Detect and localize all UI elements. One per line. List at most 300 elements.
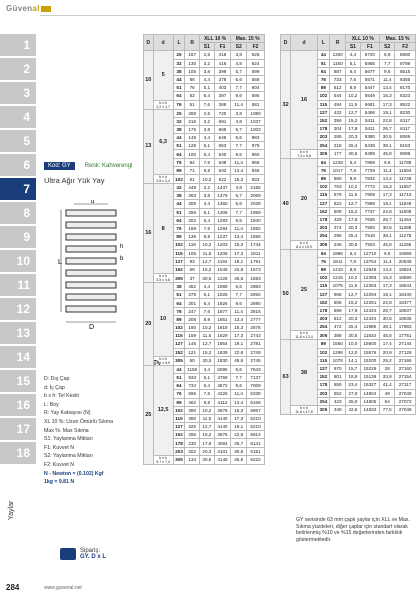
table-cell: 968: [330, 290, 346, 298]
table-cell: 4672: [214, 382, 231, 390]
table-cell: 698: [330, 306, 346, 314]
tab-3[interactable]: 3: [0, 82, 36, 104]
table-cell: 8,9: [346, 84, 360, 92]
table-cell: 17,3: [231, 414, 247, 422]
table-cell: 44: [173, 200, 185, 208]
group-D: 50: [281, 249, 291, 340]
table-cell: 979: [247, 142, 265, 150]
section-size: b x h 8,4 x 10,9: [291, 240, 318, 249]
table-cell: 7592: [360, 224, 380, 232]
group-d: 8: [153, 184, 173, 274]
table-cell: 15600: [360, 340, 380, 348]
svg-text:D: D: [89, 324, 95, 330]
table-cell: 12,7: [200, 257, 215, 265]
table-cell: 12,7: [200, 423, 215, 431]
brand-logo: [6, 4, 51, 13]
table-cell: 202: [185, 216, 200, 224]
table-cell: 7,6: [346, 75, 360, 83]
table-cell: 127: [173, 423, 185, 431]
table-cell: 1989: [214, 283, 231, 291]
table-cell: 7137: [247, 373, 265, 381]
table-cell: 418: [214, 51, 231, 59]
table-cell: 17,8: [346, 125, 360, 133]
table-cell: 6,6: [231, 75, 247, 83]
tab-5[interactable]: 5: [0, 130, 36, 152]
table-cell: 15139: [360, 373, 380, 381]
table-cell: 1228: [330, 158, 346, 166]
tab-2[interactable]: 2: [0, 58, 36, 80]
table-cell: 22,8: [380, 207, 395, 215]
table-header: R: [185, 35, 200, 51]
table-cell: 2876: [247, 324, 265, 332]
table-cell: 1811: [330, 257, 346, 265]
table-cell: 30,5: [380, 224, 395, 232]
table-cell: 202: [185, 447, 200, 455]
table-cell: 14805: [360, 397, 380, 405]
table-cell: 581: [247, 100, 265, 109]
table-cell: 363: [185, 192, 200, 200]
table-cell: 11849: [395, 199, 416, 207]
table-cell: 25,4: [346, 323, 360, 331]
table-cell: 1560: [330, 340, 346, 348]
table-header: S2: [380, 43, 395, 51]
table-cell: 218: [330, 141, 346, 149]
table-cell: 11,4: [231, 390, 247, 398]
table-cell: 11,5: [346, 191, 360, 199]
brand-prefix: Güven: [6, 4, 33, 13]
table-cell: 246: [330, 240, 346, 249]
tab-14[interactable]: 14: [0, 346, 36, 368]
table-cell: 203: [317, 224, 329, 232]
header-rule: [40, 15, 416, 16]
renk-label: Renk: Kahverengi: [84, 163, 133, 169]
table-cell: 2892: [247, 291, 265, 299]
table-cell: 12424: [360, 306, 380, 314]
table-cell: 494: [330, 100, 346, 108]
table-cell: 349: [330, 405, 346, 414]
table-cell: 1959: [247, 208, 265, 216]
table-cell: 86: [185, 75, 200, 83]
legend-item: S1: Yaylanma Miktarı: [44, 436, 93, 443]
table-cell: 1928: [214, 291, 231, 299]
table-cell: 6,4: [346, 158, 360, 166]
table-cell: 5677: [360, 67, 380, 75]
table-cell: 669: [214, 125, 231, 133]
table-cell: 8,9: [346, 175, 360, 183]
tab-15[interactable]: 15: [0, 370, 36, 392]
tab-16[interactable]: 16: [0, 394, 36, 416]
table-cell: 7737: [360, 207, 380, 215]
table-cell: 1437: [214, 184, 231, 192]
table-cell: 89: [317, 175, 329, 183]
table-cell: 26,7: [380, 125, 395, 133]
table-header: L: [173, 35, 185, 51]
table-cell: 1075: [330, 282, 346, 290]
table-cell: 2749: [247, 348, 265, 356]
table-cell: 7,7: [231, 208, 247, 216]
table-cell: 1856: [247, 233, 265, 241]
tab-9[interactable]: 9: [0, 226, 36, 248]
table-cell: 7643: [247, 365, 265, 373]
table-cell: 256: [185, 208, 200, 216]
table-cell: 1877: [214, 307, 231, 315]
table-cell: 6,4: [346, 67, 360, 75]
table-cell: 102: [317, 92, 329, 100]
table-cell: 305: [173, 356, 185, 365]
table-cell: 5447: [360, 84, 380, 92]
table-cell: 11594: [395, 166, 416, 174]
tab-7[interactable]: 7: [0, 178, 36, 200]
legend: [44, 375, 113, 487]
table-cell: 11278: [395, 232, 416, 240]
table-cell: 7,6: [200, 307, 215, 315]
table-cell: 15,2: [200, 265, 215, 273]
table-cell: 2781: [247, 340, 265, 348]
table-cell: 175: [185, 125, 200, 133]
table-cell: 30,5: [380, 133, 395, 141]
table-cell: 44: [317, 51, 329, 59]
table-cell: 27072: [395, 397, 416, 405]
table-cell: 8,9: [200, 233, 215, 241]
table-cell: 432: [330, 108, 346, 116]
table-cell: 19,1: [231, 340, 247, 348]
table-cell: 4,8: [231, 117, 247, 125]
table-row: [144, 455, 265, 464]
table-row: [144, 365, 265, 373]
table-cell: 139: [185, 233, 200, 241]
table-cell: 32: [173, 59, 185, 67]
table-cell: 127: [317, 290, 329, 298]
table-cell: 6,4: [200, 382, 215, 390]
table-header: d: [153, 35, 173, 51]
table-cell: 178: [317, 215, 329, 223]
table-cell: 30,5: [346, 331, 360, 340]
group-d: 25: [291, 249, 318, 331]
table-cell: 4148: [214, 455, 231, 464]
table-cell: 30,5: [200, 455, 215, 464]
table-cell: 720: [214, 109, 231, 117]
table-cell: 6,6: [380, 51, 395, 59]
table-cell: 9,6: [231, 216, 247, 224]
table-cell: 691: [214, 117, 231, 125]
table-cell: 11,4: [231, 224, 247, 232]
table-cell: 1573: [247, 265, 265, 273]
table-cell: 44: [173, 365, 185, 373]
table-cell: 11748: [395, 175, 416, 183]
table-cell: 159: [185, 332, 200, 340]
table-cell: 28: [380, 364, 395, 372]
table-cell: 1158: [185, 365, 200, 373]
group-d: 16: [291, 51, 318, 149]
section-size: b x h 7,4 x 8,8: [291, 149, 318, 158]
table-cell: 1839: [214, 348, 231, 356]
table-cell: 1080: [247, 109, 265, 117]
tab-8[interactable]: 8: [0, 202, 36, 224]
table-cell: 11,5: [346, 100, 360, 108]
table-cell: 1379: [214, 192, 231, 200]
table-cell: 4,4: [346, 51, 360, 59]
table-cell: 763: [330, 183, 346, 191]
table-cell: 10,2: [200, 324, 215, 332]
table-cell: 8522: [395, 100, 416, 108]
table-cell: 13,4: [380, 265, 395, 273]
table-cell: 734: [185, 382, 200, 390]
table-cell: 7859: [360, 158, 380, 166]
table-cell: 17,3: [380, 191, 395, 199]
table-cell: 378: [185, 291, 200, 299]
table-cell: 6,4: [200, 216, 215, 224]
table-cell: 5,1: [200, 291, 215, 299]
table-cell: 12710: [360, 249, 380, 257]
table-cell: 64: [317, 158, 329, 166]
table-header: S1: [200, 43, 215, 51]
table-cell: 15,3: [380, 183, 395, 191]
table-cell: 1830: [214, 356, 231, 365]
table-cell: 305: [317, 149, 329, 158]
table-cell: 13,4: [231, 166, 247, 174]
table-cell: 5,1: [346, 59, 360, 67]
group-D: 13: [144, 109, 154, 184]
table-cell: 5,7: [231, 125, 247, 133]
tab-4[interactable]: 4: [0, 106, 36, 128]
table-cell: 6,4: [200, 150, 215, 158]
table-cell: 4140: [214, 423, 231, 431]
table-cell: 6,4: [346, 249, 360, 257]
table-header: Max. 15 %: [380, 35, 416, 43]
table-cell: 15,3: [380, 92, 395, 100]
table-cell: 6,6: [231, 134, 247, 142]
table-cell: 61: [185, 175, 200, 184]
table-cell: 11,4: [231, 307, 247, 315]
table-cell: 596: [185, 390, 200, 398]
table-cell: 15,2: [346, 298, 360, 306]
table-cell: 15,2: [346, 116, 360, 124]
table-cell: 2,5: [200, 51, 215, 59]
svg-text:b: b: [120, 256, 124, 262]
section-size: b x h 2,8 x 3,4: [153, 175, 173, 184]
table-cell: 325: [185, 423, 200, 431]
table-cell: 11,4: [380, 257, 395, 265]
table-cell: 127: [317, 199, 329, 207]
tab-6[interactable]: 6: [0, 154, 36, 176]
table-cell: 626: [247, 51, 265, 59]
table-cell: 5,7: [231, 67, 247, 75]
table-cell: 5549: [360, 92, 380, 100]
tab-18[interactable]: 18: [0, 442, 36, 464]
table-cell: 22,8: [380, 116, 395, 124]
table-header: F2: [247, 43, 265, 51]
legend-item: d: İç Çap: [44, 384, 65, 391]
table-cell: 45,8: [380, 149, 395, 158]
table-cell: 3,8: [231, 109, 247, 117]
table-cell: 301: [185, 299, 200, 307]
table-cell: 26,7: [380, 215, 395, 223]
table-cell: 14833: [360, 405, 380, 414]
table-cell: 378: [214, 75, 231, 83]
table-cell: 552: [330, 389, 346, 397]
table-cell: 18824: [395, 265, 416, 273]
table-row: [144, 51, 265, 59]
table-cell: 18440: [395, 290, 416, 298]
table-cell: 388: [330, 331, 346, 340]
tab-17[interactable]: 17: [0, 418, 36, 440]
table-cell: 449: [185, 184, 200, 192]
table-cell: 1854: [214, 340, 231, 348]
table-cell: 399: [214, 67, 231, 75]
table-cell: 38,1: [380, 232, 395, 240]
table-cell: 9,6: [380, 67, 395, 75]
table-cell: 115: [317, 356, 329, 364]
table-cell: 7,6: [200, 390, 215, 398]
table-cell: 509: [330, 207, 346, 215]
table-cell: 89: [173, 315, 185, 323]
table-cell: 18544: [395, 282, 416, 290]
order-info: [60, 548, 106, 560]
table-cell: 8580: [395, 51, 416, 59]
table-cell: 51: [173, 373, 185, 381]
table-cell: 38,1: [380, 141, 395, 149]
table-cell: 11,4: [231, 100, 247, 109]
table-cell: 3,8: [231, 51, 247, 59]
table-cell: 9,6: [380, 158, 395, 166]
website[interactable]: www.guvenal.net: [44, 585, 82, 591]
table-cell: 624: [247, 59, 265, 67]
table-header: F2: [395, 43, 416, 51]
table-cell: 64: [173, 299, 185, 307]
table-cell: 15,2: [346, 207, 360, 215]
table-cell: 18635: [395, 315, 416, 323]
table-cell: 2155: [247, 184, 265, 192]
table-cell: 64: [173, 216, 185, 224]
table-cell: 127: [317, 364, 329, 372]
table-cell: 25,4: [346, 141, 360, 149]
table-cell: 20,3: [346, 315, 360, 323]
table-cell: 51: [173, 84, 185, 92]
table-cell: 26,7: [380, 306, 395, 314]
table-cell: 19,1: [380, 199, 395, 207]
table-cell: 38: [173, 283, 185, 291]
section-size: b x h 3,5 x 4,6: [153, 274, 173, 283]
table-cell: 9,6: [231, 92, 247, 100]
table-cell: 1017: [330, 166, 346, 174]
table-cell: 4,4: [200, 365, 215, 373]
table-cell: 1829: [214, 332, 231, 340]
table-cell: 12393: [360, 274, 380, 282]
table-cell: 6,6: [231, 200, 247, 208]
table-cell: 255: [185, 431, 200, 439]
table-header: F1: [360, 43, 380, 51]
table-cell: 12,7: [346, 290, 360, 298]
table-cell: 8069: [395, 133, 416, 141]
table-cell: 1744: [247, 241, 265, 249]
table-cell: 4,8: [231, 59, 247, 67]
table-cell: 51: [173, 142, 185, 150]
table-cell: 51: [317, 59, 329, 67]
table-cell: 544: [330, 92, 346, 100]
section-size: b x h 11,8 x 17,8: [291, 405, 318, 414]
table-cell: 12363: [360, 282, 380, 290]
tab-12[interactable]: 12: [0, 298, 36, 320]
table-cell: 5436: [360, 141, 380, 149]
group-d: 12,5: [153, 365, 173, 455]
table-row: [281, 51, 416, 59]
table-cell: 203: [317, 133, 329, 141]
table-cell: 44: [173, 134, 185, 142]
table-cell: 604: [247, 84, 265, 92]
table-cell: 5380: [360, 133, 380, 141]
table-cell: 15200: [360, 356, 380, 364]
table-cell: 1918: [214, 324, 231, 332]
table-cell: 26,7: [231, 439, 247, 447]
group-d: 20: [291, 158, 318, 240]
table-cell: 89: [173, 166, 185, 174]
table-cell: 11605: [395, 207, 416, 215]
table-cell: 1150: [330, 59, 346, 67]
table-cell: 638: [214, 158, 231, 166]
table-cell: 8170: [395, 84, 416, 92]
table-cell: 105: [185, 67, 200, 75]
table-cell: 1003: [247, 125, 265, 133]
table-cell: 51: [173, 208, 185, 216]
table-cell: 6,6: [231, 365, 247, 373]
table-cell: 5411: [360, 116, 380, 124]
table-cell: 7899: [360, 199, 380, 207]
table-cell: 89: [173, 233, 185, 241]
tab-10[interactable]: 10: [0, 250, 36, 272]
table-cell: 12294: [360, 290, 380, 298]
table-cell: 2069: [247, 192, 265, 200]
table-cell: 4,4: [200, 75, 215, 83]
cart-icon: [60, 548, 76, 560]
brand-suffix: al: [32, 4, 40, 13]
table-cell: 622: [214, 175, 231, 184]
table-cell: 25,4: [346, 232, 360, 240]
tab-1[interactable]: 1: [0, 34, 36, 56]
table-cell: 1892: [247, 224, 265, 232]
product-code: [44, 162, 132, 170]
table-cell: 22,8: [231, 348, 247, 356]
table-cell: 11989: [360, 323, 380, 331]
table-cell: 2039: [247, 200, 265, 208]
table-cell: 296: [330, 232, 346, 240]
table-cell: 6,4: [200, 299, 215, 307]
tab-11[interactable]: 11: [0, 274, 36, 296]
table-cell: 12424: [360, 315, 380, 323]
table-cell: 84: [185, 158, 200, 166]
table-row: [144, 184, 265, 192]
table-cell: 5,1: [200, 84, 215, 92]
table-cell: 254: [317, 232, 329, 240]
table-header: XLL 10 %: [346, 35, 380, 43]
table-cell: 568: [247, 75, 265, 83]
table-cell: 403: [214, 84, 231, 92]
table-cell: 27144: [395, 340, 416, 348]
table-cell: 19,1: [380, 290, 395, 298]
table-cell: 970: [330, 364, 346, 372]
tab-13[interactable]: 13: [0, 322, 36, 344]
table-cell: 89: [317, 340, 329, 348]
group-D: 40: [281, 158, 291, 249]
group-D: 63: [281, 340, 291, 415]
table-cell: 13,4: [231, 315, 247, 323]
legend-item: R: Yay Katsayısı (N): [44, 410, 91, 417]
table-cell: 45,8: [231, 356, 247, 365]
table-cell: 622: [330, 199, 346, 207]
table-cell: 17,4: [380, 340, 395, 348]
table-cell: 8117: [395, 116, 416, 124]
table-cell: 30,5: [346, 240, 360, 249]
table-cell: 8515: [395, 67, 416, 75]
